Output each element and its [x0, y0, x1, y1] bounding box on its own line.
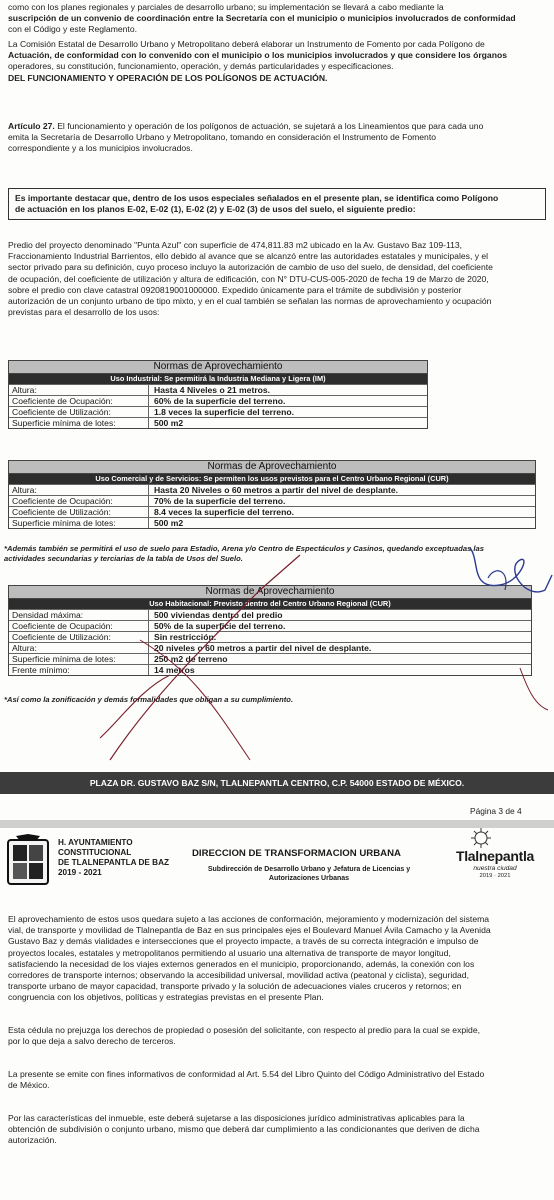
row-value: 500 m2	[154, 418, 184, 428]
text-line: *Además también se permitirá el uso de suelo para Estadio, Arena y/o Centro de Espectáculos y Casinos, quedando exceptuadas las	[4, 544, 484, 553]
text-line: corredores de transporte internos; observando la accesibilidad universal, movilidad activa (peatonal y ciclista), seguridad,	[8, 970, 469, 981]
text-line: DE TLALNEPANTLA DE BAZ	[58, 858, 169, 867]
articulo-label: Artículo 27.	[8, 121, 55, 131]
text-line: Predio del proyecto denominado "Punta Azul" con superficie de 474,811.83 m2 ubicado en la Av. Gustavo Baz 109-113,	[8, 240, 463, 250]
row-label: Frente mínimo:	[9, 665, 149, 675]
cedula-paragraph	[8, 1025, 548, 1047]
table-title: Normas de Aprovechamiento	[9, 586, 531, 599]
text-line: emita la Secretaría de Desarrollo Urbano y Metropolitano, tomando en consideración el Instrumento de Fomento	[8, 132, 437, 143]
row-value: 500 m2	[154, 518, 184, 528]
text-line: transporte urbano de mayor capacidad, transporte privado y la solución de adecuaciones viales cruceros y retornos; en	[8, 981, 462, 992]
row-label: Altura:	[9, 385, 149, 395]
text-line: obtención de subdivisión o conjunto urbano, mismo que deberá dar cumplimiento a las condicionantes que deriven de dicha	[8, 1124, 480, 1135]
text-line: Autorizaciones Urbanas	[268, 874, 350, 882]
row-value: 70% de la superficie del terreno.	[154, 496, 286, 506]
text-line: por lo que deja a salvo derecho de terceros.	[8, 1036, 176, 1047]
page-number: Página 3 de 4	[470, 806, 522, 816]
caracteristicas-paragraph	[8, 1113, 548, 1147]
brand-years: 2019 · 2021	[479, 873, 511, 879]
row-label: Coeficiente de Ocupación:	[9, 621, 149, 631]
text-line: Por las características del inmueble, este deberá sujetarse a las disposiciones jurídico administrativas aplicables para la	[8, 1113, 465, 1123]
row-value: 60% de la superficie del terreno.	[154, 396, 286, 406]
text-line: de actuación en los planos E-02, E-02 (1), E-02 (2) y E-02 (3) de usos del suelo, el siguiente predio:	[15, 204, 416, 215]
text-line: CONSTITUCIONAL	[58, 848, 132, 857]
table-subtitle: Uso Comercial y de Servicios: Se permiten los usos previstos para el Centro Urbano Regional (CUR)	[9, 474, 535, 484]
row-value: 1.8 veces la superficie del terreno.	[154, 407, 294, 417]
text-line: autorización de un conjunto urbano de tipo mixto, y en el cual también se señalan las normas de aprovechamiento y ocupación	[8, 296, 492, 307]
row-label: Superficie mínima de lotes:	[9, 654, 149, 664]
row-label: Densidad máxima:	[9, 610, 149, 620]
table-subtitle: Uso Industrial: Se permitirá la Industria Mediana y Ligera (IM)	[9, 374, 427, 384]
text-line: 2019 - 2021	[58, 868, 102, 877]
articulo-text: El funcionamiento y operación de los polígonos de actuación, se sujetará a los Lineamientos que para cada uno	[54, 121, 484, 131]
text-line: congruencia con los objetivos, políticas y estrategias previstas en el presente Plan.	[8, 992, 324, 1003]
coat-of-arms-icon	[6, 834, 50, 888]
text-line: correspondiente y a los municipios involucrados.	[8, 143, 193, 154]
table-title: Normas de Aprovechamiento	[9, 461, 535, 474]
row-value: 8.4 veces la superficie del terreno.	[154, 507, 294, 517]
row-value: Sin restricción.	[154, 632, 217, 642]
row-value: 500 viviendas dentro del predio	[154, 610, 283, 620]
text-line: El aprovechamiento de estos usos quedara sujeto a las acciones de conformación, mejoramiento y modernización del sistema	[8, 914, 490, 924]
brand-name: Tlalnepantla	[455, 848, 535, 864]
row-label: Superficie mínima de lotes:	[9, 518, 149, 528]
footer-address: PLAZA DR. GUSTAVO BAZ S/N, TLALNEPANTLA CENTRO, C.P. 54000 ESTADO DE MÉXICO.	[0, 772, 554, 794]
brand-tagline: nuestra ciudad	[473, 865, 517, 872]
text-line: actividades secundarias y terciarias de la tabla de Usos del Suelo.	[4, 553, 243, 563]
subdireccion	[188, 866, 430, 883]
text-line: Esta cédula no prejuzga los derechos de propiedad o posesión del solicitante, con respecto al predio para la cual se expide,	[8, 1025, 481, 1035]
aprovechamiento-paragraph	[8, 914, 548, 1004]
text-line: Actuación, de conformidad con lo convenido con el municipio o los municipios involucrados y que considere los órganos	[8, 50, 507, 61]
text-line: proyectos locales, estatales y metropolitanos permitiendo al usuario una alternativa de transporte de mayor longitud,	[8, 947, 451, 958]
row-value: Hasta 4 Niveles o 21 metros.	[154, 385, 271, 395]
row-value: 14 metros	[154, 665, 195, 675]
text-line: sobre el predio con clave catastral 0920819001000000. Expedido únicamente para el trámite de subdivisión y posterior	[8, 284, 462, 295]
text-line: sector privado para su definición, cuyo proceso incluyo la autorización de cambio de uso del suelo, de densidad, del coeficiente	[8, 262, 493, 273]
text-line: Gustavo Baz y demás vialidades e intersecciones que el proyecto impacte, a través de su correcta integración e impulso de	[8, 936, 479, 947]
table-subtitle: Uso Habitacional: Previsto dentro del Centro Urbano Regional (CUR)	[9, 599, 531, 609]
text-line: con el Código y este Reglamento.	[8, 24, 137, 35]
section-heading: DEL FUNCIONAMIENTO Y OPERACIÓN DE LOS POLÍGONOS DE ACTUACIÓN.	[8, 72, 328, 83]
text-line: suscripción de un convenio de coordinación entre la Secretaría con el municipio o municipios involucrados de conformidad	[8, 13, 516, 24]
text-line: operadores, su constitución, funcionamiento, operación, y demás particularidades y especificaciones.	[8, 61, 394, 72]
text-line: Subdirección de Desarrollo Urbano y Jefatura de Licencias y	[207, 866, 411, 873]
row-label: Coeficiente de Ocupación:	[9, 496, 149, 506]
row-label: Coeficiente de Utilización:	[9, 632, 149, 642]
row-value: 250 m2 de terreno	[154, 654, 228, 664]
text-line: satisfaciendo la necesidad de los viajes externos generados en el municipio, proporcionando, además, la conexión con los	[8, 958, 475, 969]
row-label: Coeficiente de Utilización:	[9, 507, 149, 517]
text-line: Es importante destacar que, dentro de los usos especiales señalados en el presente plan, se identifica como Polígono	[15, 193, 499, 203]
row-value: Hasta 20 Niveles o 60 metros a partir del nivel de desplante.	[154, 485, 399, 495]
text-line: Fraccionamiento Industrial Barrientos, ello debido al avance que se alcanzó entre las autoridades estatales y municipales, y el	[8, 251, 489, 262]
fines-paragraph	[8, 1069, 548, 1091]
text-line: de ocupación, del coeficiente de utilización y altura de edificación, con N° DTU-CUS-005-2020 de fecha 19 de Marzo de 2020,	[8, 273, 489, 284]
text-line: H. AYUNTAMIENTO	[58, 838, 133, 847]
ayuntamiento-name	[58, 838, 169, 878]
row-label: Altura:	[9, 485, 149, 495]
row-label: Coeficiente de Utilización:	[9, 407, 149, 417]
text-line: previstas para el desarrollo de los usos:	[8, 307, 160, 318]
text-line: La presente se emite con fines informativos de conformidad al Art. 5.54 del Libro Quinto del Código Administrativo del Estado	[8, 1069, 485, 1079]
text-line: vial, de transporte y movilidad de Tlalnepantla de Baz en sus principales ejes el Boulevard Manuel Ávila Camacho y la Avenida	[8, 925, 491, 936]
document-page-4	[0, 828, 554, 1200]
row-value: 50% de la superficie del terreno.	[154, 621, 286, 631]
tlalnepantla-emblem-icon	[468, 828, 494, 850]
table-title: Normas de Aprovechamiento	[9, 361, 427, 374]
text-line: como con los planes regionales y parciales de desarrollo urbano; su implementación se llevará a cabo mediante la	[8, 2, 444, 12]
text-line: de México.	[8, 1080, 50, 1091]
text-line: La Comisión Estatal de Desarrollo Urbano y Metropolitano deberá elaborar un Instrumento de Fomento por cada Polígono de	[8, 39, 485, 49]
note-zonificacion: *Así como la zonificación y demás formalidades que obligan a su cumplimiento.	[4, 695, 294, 704]
row-label: Coeficiente de Ocupación:	[9, 396, 149, 406]
row-label: Superficie mínima de lotes:	[9, 418, 149, 428]
row-label: Altura:	[9, 643, 149, 653]
direccion-title: DIRECCION DE TRANSFORMACION URBANA	[192, 848, 401, 859]
row-value: 20 niveles o 60 metros a partir del nivel de desplante.	[154, 643, 372, 653]
text-line: autorización.	[8, 1135, 57, 1146]
